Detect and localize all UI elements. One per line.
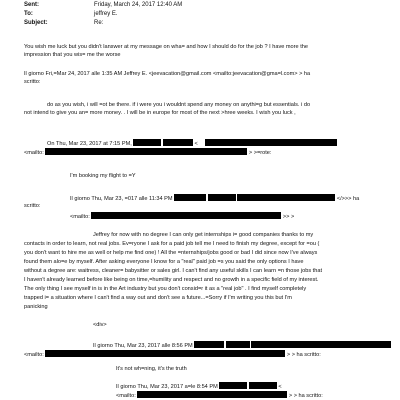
body-line: not intend to give you an= more money. . I will be in europe for most of the next >hree weeks. I wish you luck , xyxy=(24,110,296,116)
redaction-bar xyxy=(45,148,247,155)
body-line: you don't want to hire me as well or help me find one) ! All the =nternships/jobs good or bad I did since now I've always xyxy=(24,250,318,256)
body-line: contacts in order to learn, not real jobs. Ev=ryone I ask for a paid job tell me I need to finish my degree, except for =ou ( xyxy=(24,241,320,247)
sent-label: Sent: xyxy=(24,2,39,8)
quote-date: Il giorno Thu, Mar 23, 2017 alle 8:56 PM xyxy=(93,343,193,349)
mailto-prefix: <mailto: xyxy=(24,352,44,358)
header-subject xyxy=(24,20,103,28)
quote-header xyxy=(93,341,391,350)
body-line: trapped i= a situation where I can't find a way out and don't see a future...=Sorry if I'm writing you this but I'm xyxy=(24,295,292,301)
body-line: It's not wh=ning, it's the truth xyxy=(116,366,187,372)
quote-text: < xyxy=(194,141,198,147)
div-tag: <div> xyxy=(93,322,107,328)
quote-header xyxy=(70,194,359,203)
quote-text: >> > xyxy=(282,214,295,220)
redaction-bar xyxy=(251,341,391,348)
redaction-bar xyxy=(249,382,277,389)
body-line: Jeffrey for now with no degree I can only get internships i= good companies thanks to my xyxy=(93,232,314,238)
header-sent xyxy=(24,2,182,10)
sent-value: Friday, March 24, 2017 12:40 AM xyxy=(94,2,183,8)
quote-header xyxy=(116,382,282,391)
header-to xyxy=(24,11,118,19)
quote-header: scritto: xyxy=(24,203,41,209)
redaction-bar xyxy=(226,341,250,348)
quote-header: Il giorno Fri,=Mar 24, 2017 alle 1:35 AM Jeffrey E. <jeevacation@gmail.com <mailto:jeevacation@gma=l.com> > ha xyxy=(24,71,311,77)
redaction-bar xyxy=(208,194,236,201)
quote-text: </>>> ha xyxy=(336,196,360,202)
to-value: jeffrey E. xyxy=(94,11,118,17)
subject-value: Re: xyxy=(94,20,104,26)
quote-header xyxy=(47,139,198,148)
body-line: I'm booking my flight to =Y xyxy=(70,173,136,179)
quote-header xyxy=(116,391,323,400)
quote-header xyxy=(70,212,294,221)
quote-text: > >=rote: xyxy=(248,150,272,156)
body-line: do as you wish, i will =ot be there. if i were you i wouldnt spend any money on anythi=g but essentials. i do xyxy=(47,102,311,108)
redaction-bar xyxy=(137,391,287,398)
quote-text: > > ha scritto: xyxy=(286,352,321,358)
quote-header xyxy=(24,350,321,359)
quote-header: scritto: xyxy=(24,79,41,85)
body-line: without a degree are: waitress, cleaner= babysitter or sales girl. I can't find any useful skills I can learn =n those jobs that xyxy=(24,268,323,274)
mailto-prefix: <mailto: xyxy=(70,214,90,220)
body-line: You wish me luck but you didn't lanswer at my message on wha= and how I should do for the job ? I have more the xyxy=(24,44,308,50)
body-line: panicking xyxy=(24,304,48,310)
redaction-bar xyxy=(133,139,161,146)
redaction-bar xyxy=(205,139,337,146)
redaction-bar xyxy=(194,341,224,348)
quote-header xyxy=(24,148,271,157)
body-line: impression that you wis= me the worse xyxy=(24,52,121,58)
body-line: The only thing I see myself in is in the Art industry but you don't consid=r it as a "real job" . I find myself completely xyxy=(24,286,307,292)
subject-label: Subject: xyxy=(24,20,48,26)
redaction-bar xyxy=(219,382,247,389)
body-line: I haven't already learned before like being on time,=humility and respect and no growth in a specific field of my interest. xyxy=(24,277,319,283)
quote-text: < xyxy=(278,384,282,390)
quote-date: Il giorno Thu, Mar 23, =017 alle 11:34 PM xyxy=(70,196,173,202)
redaction-bar xyxy=(91,212,281,219)
redaction-bar xyxy=(174,194,206,201)
quote-text: > > ha scritto: xyxy=(288,393,323,399)
redaction-bar xyxy=(45,350,285,357)
redaction-bar xyxy=(237,194,335,201)
to-label: To: xyxy=(24,11,33,17)
quote-date: On Thu, Mar 23, 2017 at 7:15 PM, xyxy=(47,141,132,147)
quote-date: Il giorno Thu, Mar 23, 2017 a=le 8:54 PM xyxy=(116,384,218,390)
mailto-prefix: <mailto: xyxy=(24,150,44,156)
redaction-bar xyxy=(163,139,193,146)
body-line: found them alo=e by myself. After asking everyone I know for a "real" paid job =s you said the only options I have xyxy=(24,259,304,265)
mailto-prefix: <mailto: xyxy=(116,393,136,399)
